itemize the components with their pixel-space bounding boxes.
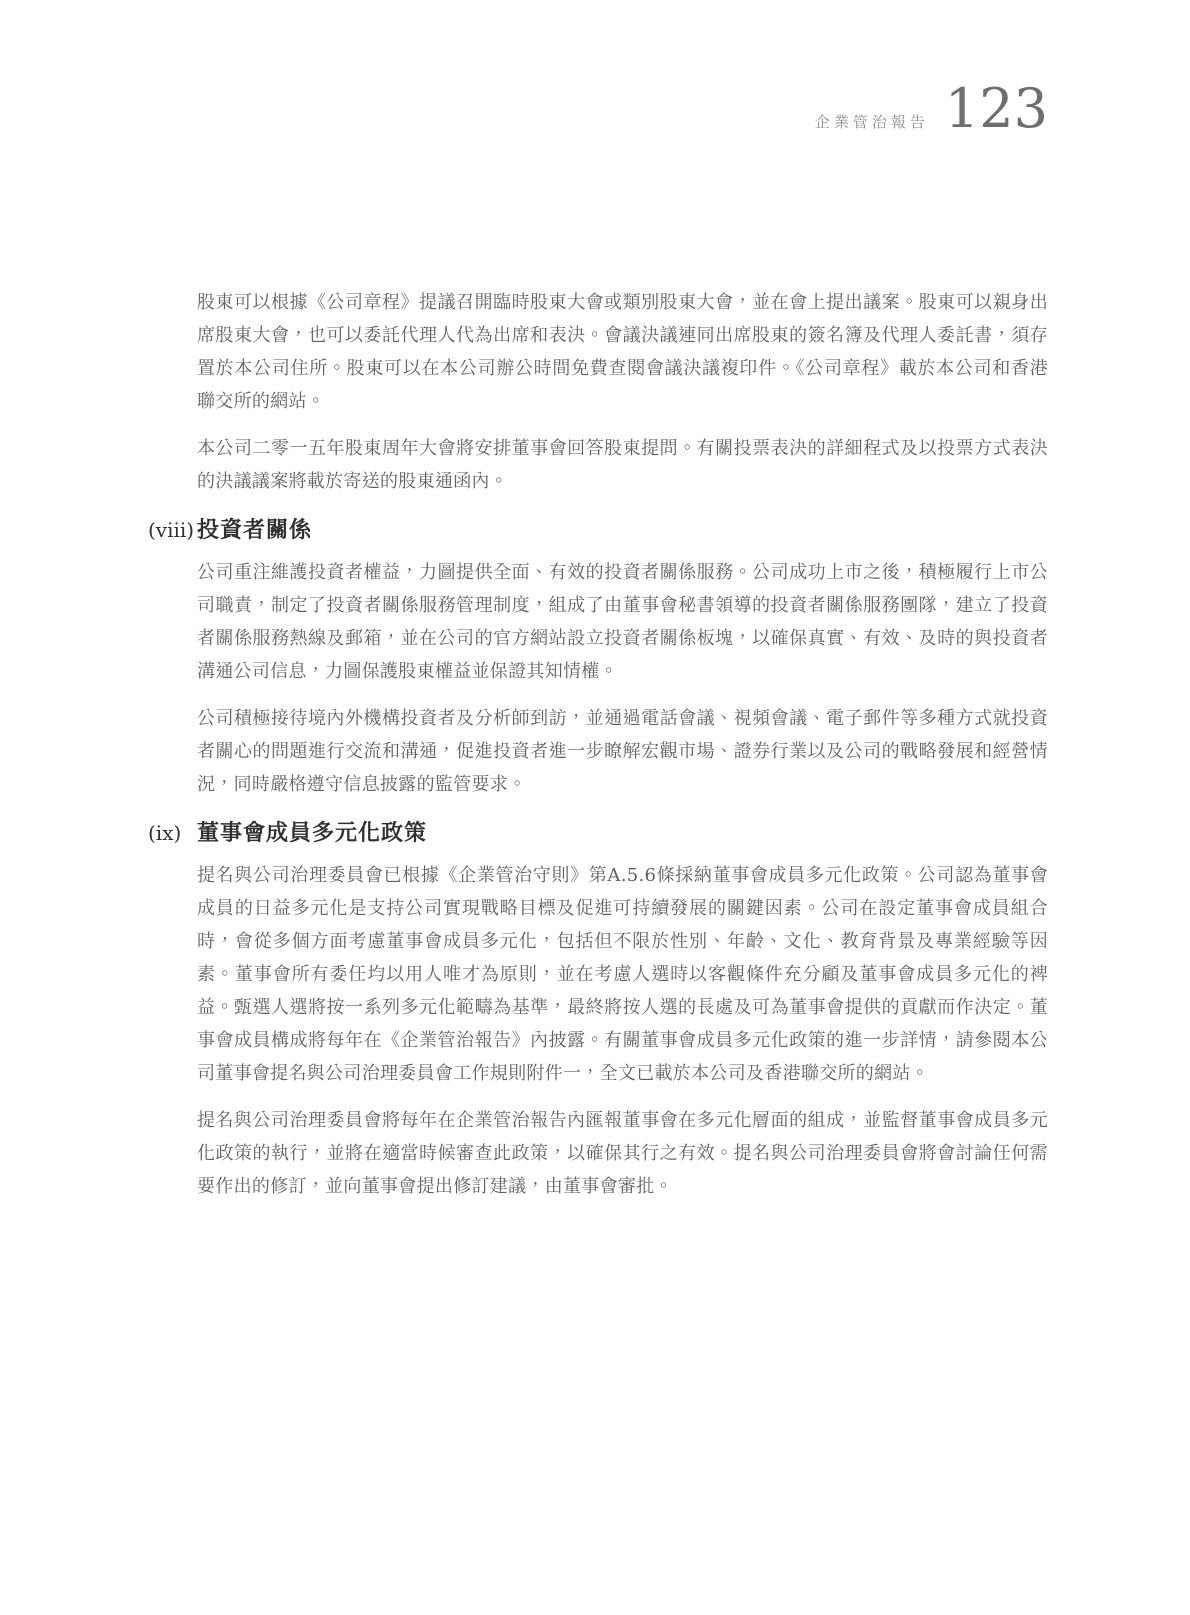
page-number: 123 — [944, 77, 1048, 140]
section-number: (ix) — [148, 821, 182, 845]
section-investor-relations — [148, 512, 1048, 801]
section-heading — [148, 815, 1048, 851]
section-number: (viii) — [148, 518, 195, 542]
page-header — [814, 77, 1048, 140]
section-heading — [148, 512, 1048, 548]
paragraph-investor-relations-1: 公司重注維護投資者權益，力圖提供全面、有效的投資者關係服務。公司成功上市之後，積極履行上市公司職責，制定了投資者關係服務管理制度，組成了由董事會秘書領導的投資者關係服務團隊，建立了投資者關係服務熱線及郵箱，並在公司的官方網站設立投資者關係板塊，以確保真實、有效、及時的與投資者溝通公司信息，力圖保護股東權益並保證其知情權。 — [197, 562, 1048, 682]
paragraph-agm-2015: 本公司二零一五年股東周年大會將安排董事會回答股東提問。有關投票表決的詳細程式及以投票方式表決的決議議案將載於寄送的股東通函內。 — [197, 438, 1048, 492]
paragraph-board-diversity-2: 提名與公司治理委員會將每年在企業管治報告內匯報董事會在多元化層面的組成，並監督董事會成員多元化政策的執行，並將在適當時候審查此政策，以確保其行之有效。提名與公司治理委員會將會討論任何需要作出的修訂，並向董事會提出修訂建議，由董事會審批。 — [197, 1110, 1048, 1197]
section-title: 投資者關係 — [197, 517, 313, 543]
paragraph-board-diversity-1: 提名與公司治理委員會已根據《企業管治守則》第A.5.6條採納董事會成員多元化政策。公司認為董事會成員的日益多元化是支持公司實現戰略目標及促進可持續發展的關鍵因素。公司在設定董事會成員組合時，會從多個方面考慮董事會成員多元化，包括但不限於性別、年齡、文化、教育背景及專業經驗等因素。董事會所有委任均以用人唯才為原則，並在考慮人選時以客觀條件充分顧及董事會成員多元化的裨益。甄選人選將按一系列多元化範疇為基準，最終將按人選的長處及可為董事會提供的貢獻而作決定。董事會成員構成將每年在《企業管治報告》內披露。有關董事會成員多元化政策的進一步詳情，請參閱本公司董事會提名與公司治理委員會工作規則附件一，全文已載於本公司及香港聯交所的網站。 — [197, 865, 1048, 1084]
document-body — [148, 286, 1048, 1217]
section-title: 董事會成員多元化政策 — [197, 820, 428, 846]
report-section-label: 企業管治報告 — [814, 113, 929, 131]
paragraph-investor-relations-2: 公司積極接待境內外機構投資者及分析師到訪，並通過電話會議、視頻會議、電子郵件等多種方式就投資者關心的問題進行交流和溝通，促進投資者進一步瞭解宏觀市場、證券行業以及公司的戰略發展和經營情況，同時嚴格遵守信息披露的監管要求。 — [197, 708, 1048, 795]
section-board-diversity-policy — [148, 815, 1048, 1203]
paragraph-shareholder-meetings: 股東可以根據《公司章程》提議召開臨時股東大會或類別股東大會，並在會上提出議案。股東可以親身出席股東大會，也可以委託代理人代為出席和表決。會議決議連同出席股東的簽名簿及代理人委託書，須存置於本公司住所。股東可以在本公司辦公時間免費查閱會議決議複印件。《公司章程》載於本公司和香港聯交所的網站。 — [197, 292, 1048, 412]
